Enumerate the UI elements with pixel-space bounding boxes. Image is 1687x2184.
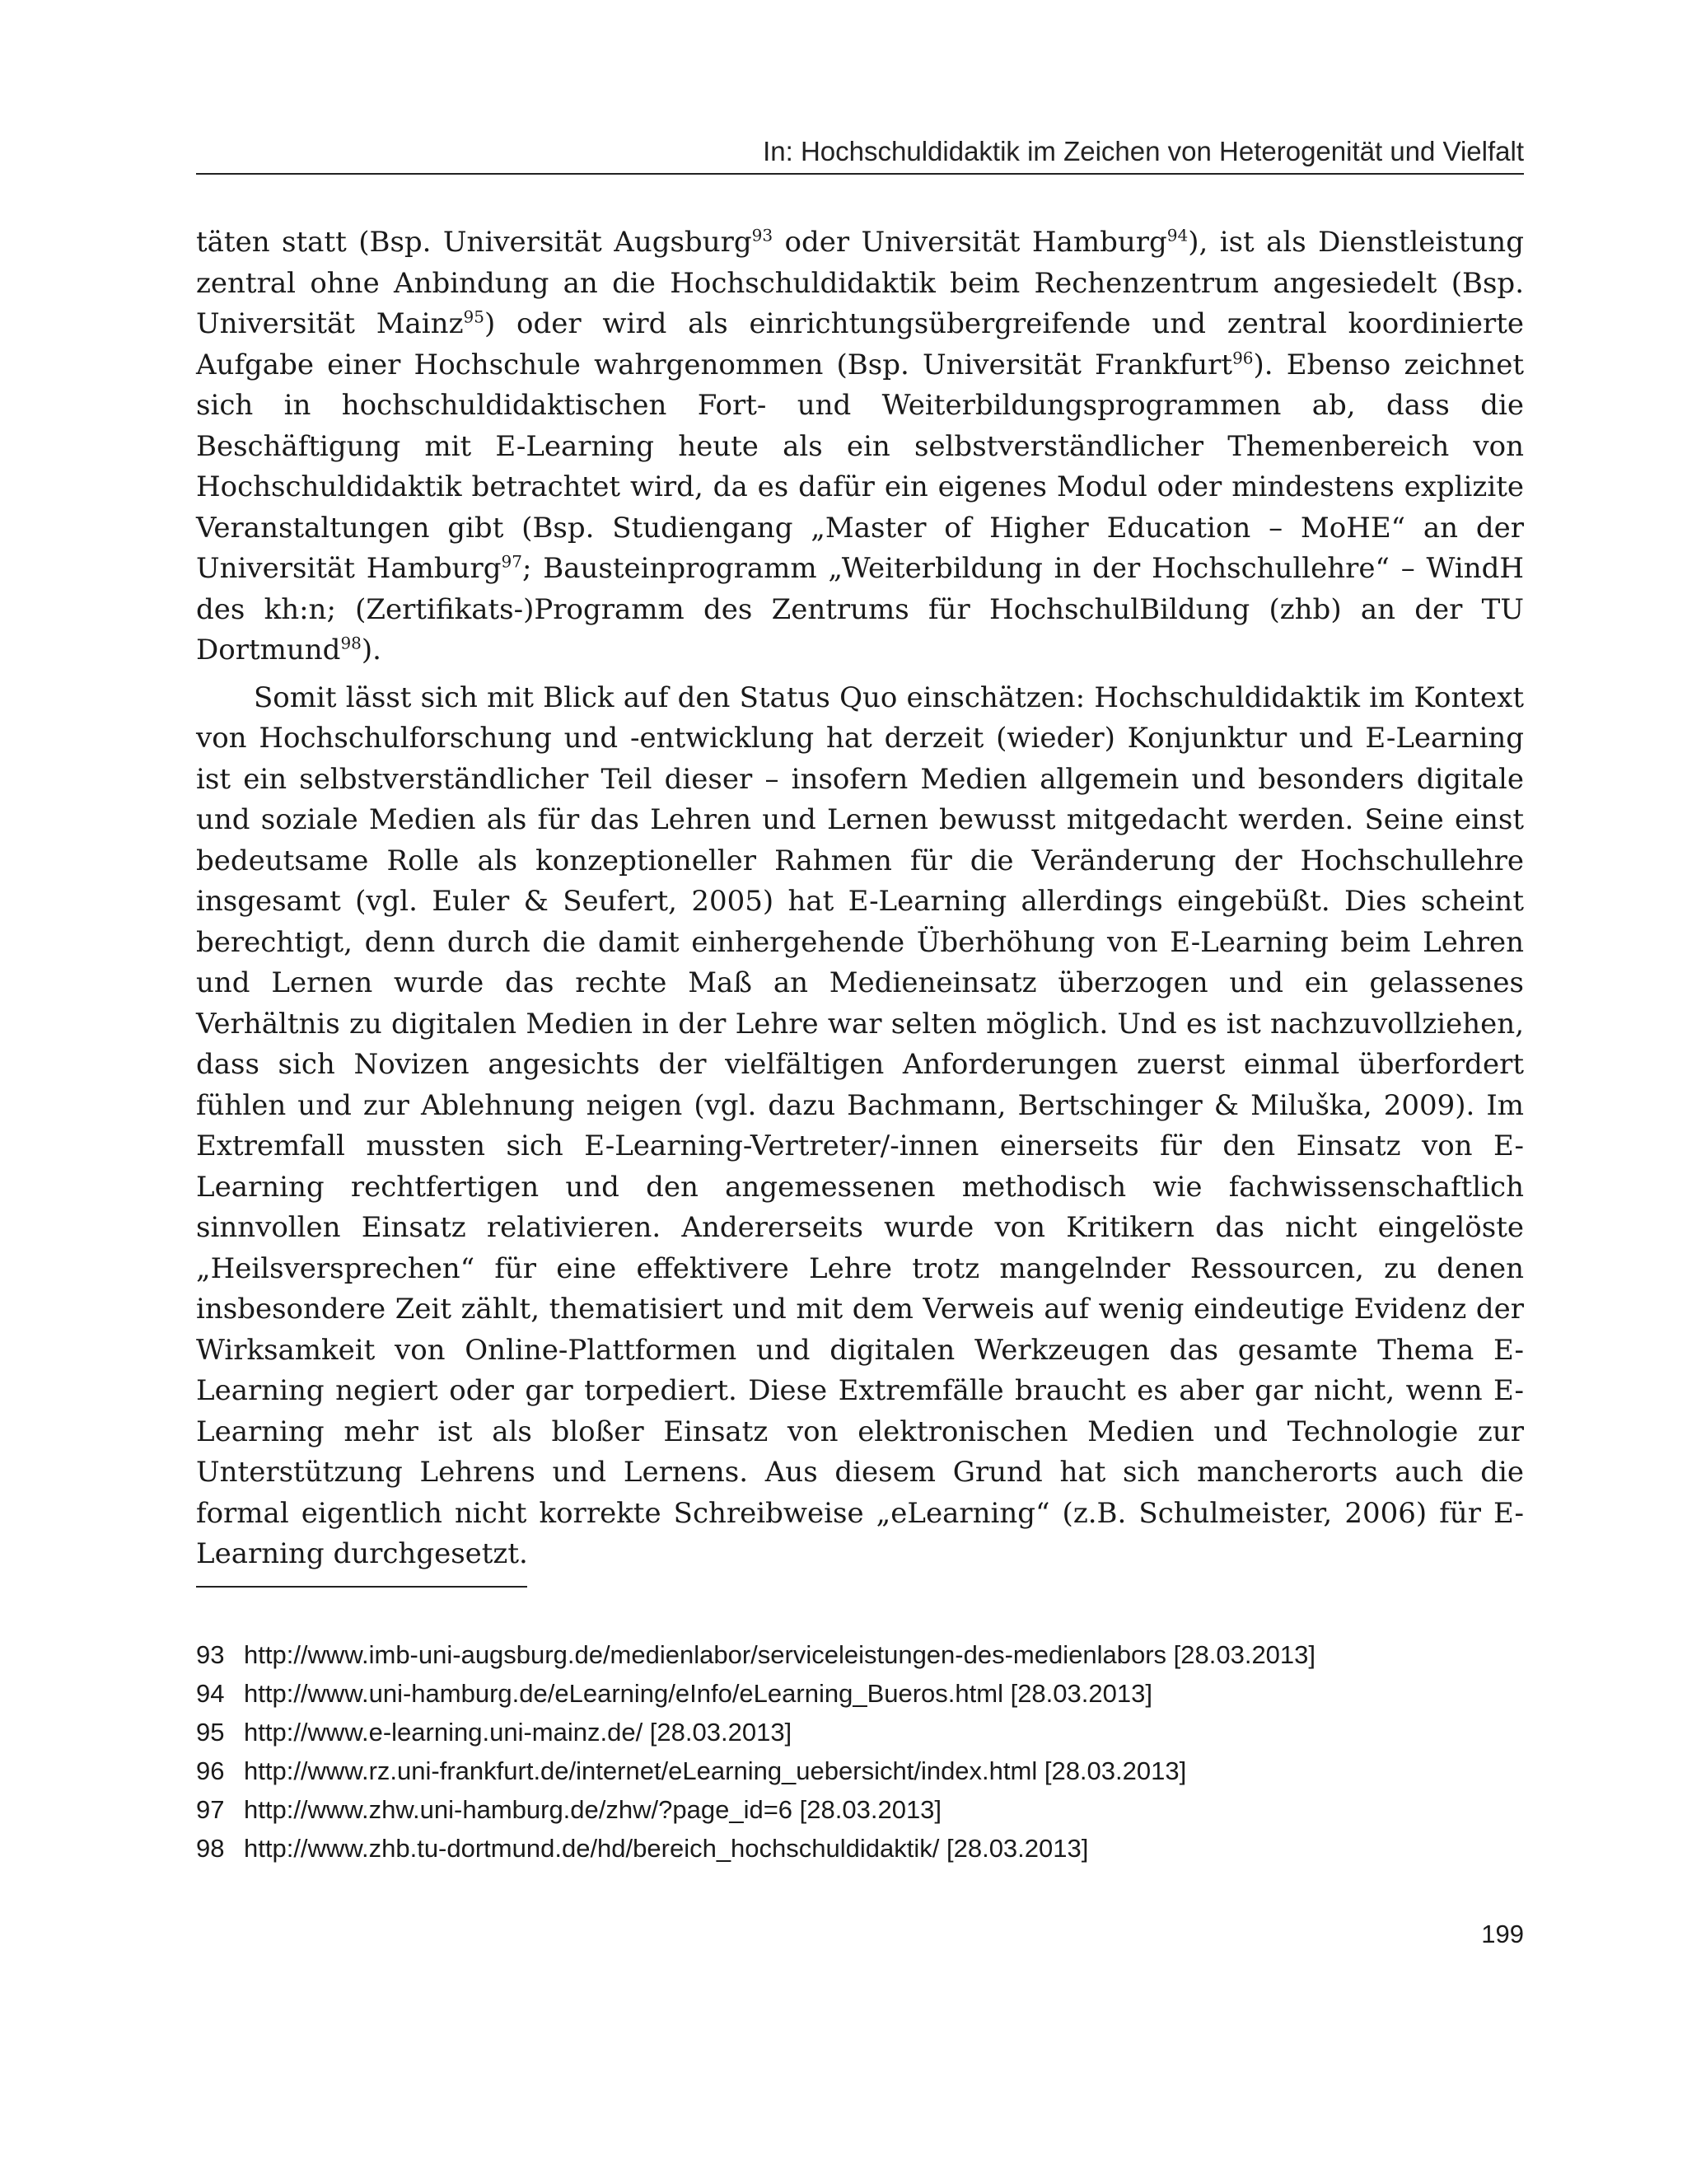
footnote-94 — [196, 1674, 1524, 1713]
footnote-93 — [196, 1635, 1524, 1674]
text-run: ) oder wird als einrichtungsübergreifende und zentral koordinierte Aufgabe einer Hochschule wahrgenommen (Bsp. Universität Frankfurt — [196, 307, 1524, 381]
header-rule — [196, 173, 1524, 175]
footnote-number: 93 — [196, 1640, 225, 1669]
footnote-list — [196, 1635, 1524, 1868]
footnote-link[interactable]: http://www.uni-hamburg.de/eLearning/eInfo/eLearning_Bueros.html [28.03.2013] — [244, 1679, 1152, 1708]
text-run: täten statt (Bsp. Universität Augsburg — [196, 226, 752, 259]
footnote-number: 98 — [196, 1834, 225, 1863]
paragraph-1 — [196, 222, 1524, 671]
text-run: ). — [361, 634, 381, 666]
paragraph-2: Somit lässt sich mit Blick auf den Status Quo einschätzen: Hochschuldidaktik im Kontext von Hochschulforschung und -entwicklung hat derzeit (wieder) Konjunktur und E-Learning ist ein selbstverständlicher Teil dieser – insofern Medien allgemein und besonders digitale und soziale Medien als für das Lehren und Lernen bewusst mitgedacht werden. Seine einst bedeutsame Rolle als konzeptioneller Rahmen für die Veränderung der Hochschullehre insgesamt (vgl. Euler & Seufert, 2005) hat E-Learning allerdings eingebüßt. Dies scheint berechtigt, denn durch die damit einhergehende Überhöhung von E-Learning beim Lehren und Lernen wurde das rechte Maß an Medieneinsatz überzogen und ein gelassenes Verhältnis zu digitalen Medien in der Lehre war selten möglich. Und es ist nachzuvollziehen, dass sich Novizen angesichts der vielfältigen Anforderungen zuerst einmal überfordert fühlen und zur Ablehnung neigen (vgl. dazu Bachmann, Bertschinger & Miluška, 2009). Im Extremfall mussten sich E-Learning-Vertreter/-innen einerseits für den Einsatz von E-Learning rechtfertigen und den angemessenen methodisch wie fachwissenschaftlich sinnvollen Einsatz relativieren. Andererseits wurde von Kritikern das nicht eingelöste „Heilsversprechen“ für eine effektivere Lehre trotz mangelnder Ressourcen, zu denen insbesondere Zeit zählt, thematisiert und mit dem Verweis auf wenig eindeutige Evidenz der Wirksamkeit von Online-Plattformen und digitalen Werkzeugen das gesamte Thema E-Learning negiert oder gar torpediert. Diese Extremfälle braucht es aber gar nicht, wenn E-Learning mehr ist als bloßer Einsatz von elektronischen Medien und Technologie zur Unterstützung Lehrens und Lernens. Aus diesem Grund hat sich mancherorts auch die formal eigentlich nicht korrekte Schreibweise „eLearning“ (z.B. Schulmeister, 2006) für E-Learning durchgesetzt. — [196, 680, 1524, 1570]
text-run: ), ist als Dienstleistung zentral ohne Anbindung an die Hochschuldidaktik beim Rechenzentrum angesiedelt (Bsp. Universität Mainz — [196, 226, 1524, 340]
footnote-number: 96 — [196, 1756, 225, 1785]
footnote-ref-93[interactable]: 93 — [751, 225, 773, 246]
text-run: ; Bausteinprogramm „Weiterbildung in der Hochschullehre“ – WindH des kh:n; (Zertifikats-)Programm des Zentrums für HochschulBildung (zhb) an der TU Dortmund — [196, 552, 1525, 666]
footnote-number: 95 — [196, 1718, 225, 1747]
footnote-ref-95[interactable]: 95 — [463, 306, 484, 327]
footnote-link[interactable]: http://www.imb-uni-augsburg.de/medienlabor/serviceleistungen-des-medienlabors [28.03.2013] — [244, 1640, 1316, 1669]
page-number: 199 — [1481, 1920, 1524, 1948]
footnote-link[interactable]: http://www.e-learning.uni-mainz.de/ [28.03.2013] — [244, 1718, 792, 1747]
footnote-98 — [196, 1829, 1524, 1868]
footnote-ref-97[interactable]: 97 — [501, 551, 522, 572]
footnote-97 — [196, 1790, 1524, 1829]
body-text — [196, 222, 1524, 1575]
footnote-link[interactable]: http://www.rz.uni-frankfurt.de/internet/eLearning_uebersicht/index.html [28.03.2013] — [244, 1756, 1187, 1785]
footnote-number: 97 — [196, 1795, 225, 1824]
footnote-ref-94[interactable]: 94 — [1166, 225, 1189, 246]
text-run: ). Ebenso zeichnet sich in hochschuldidaktischen Fort- und Weiterbildungsprogrammen ab, dass die Beschäftigung mit E-Learning heute als ein selbstverständlicher Themenbereich von Hochschuldidaktik betrachtet wird, da es dafür ein eigenes Modul oder mindestens explizite Veranstaltungen gibt (Bsp. Studiengang „Master of Higher Education – MoHE“ an der Universität Hamburg — [196, 348, 1524, 585]
footnote-ref-98[interactable]: 98 — [340, 633, 362, 653]
footnote-link[interactable]: http://www.zhw.uni-hamburg.de/zhw/?page_id=6 [28.03.2013] — [244, 1795, 942, 1824]
running-header: In: Hochschuldidaktik im Zeichen von Heterogenität und Vielfalt — [763, 136, 1524, 166]
footnote-ref-96[interactable]: 96 — [1232, 348, 1254, 368]
footnote-96 — [196, 1751, 1524, 1790]
text-run: oder Universität Hamburg — [773, 226, 1167, 259]
footnote-separator — [196, 1586, 527, 1588]
footnote-link[interactable]: http://www.zhb.tu-dortmund.de/hd/bereich_hochschuldidaktik/ [28.03.2013] — [244, 1834, 1089, 1863]
footnote-number: 94 — [196, 1679, 225, 1708]
footnote-95 — [196, 1713, 1524, 1751]
